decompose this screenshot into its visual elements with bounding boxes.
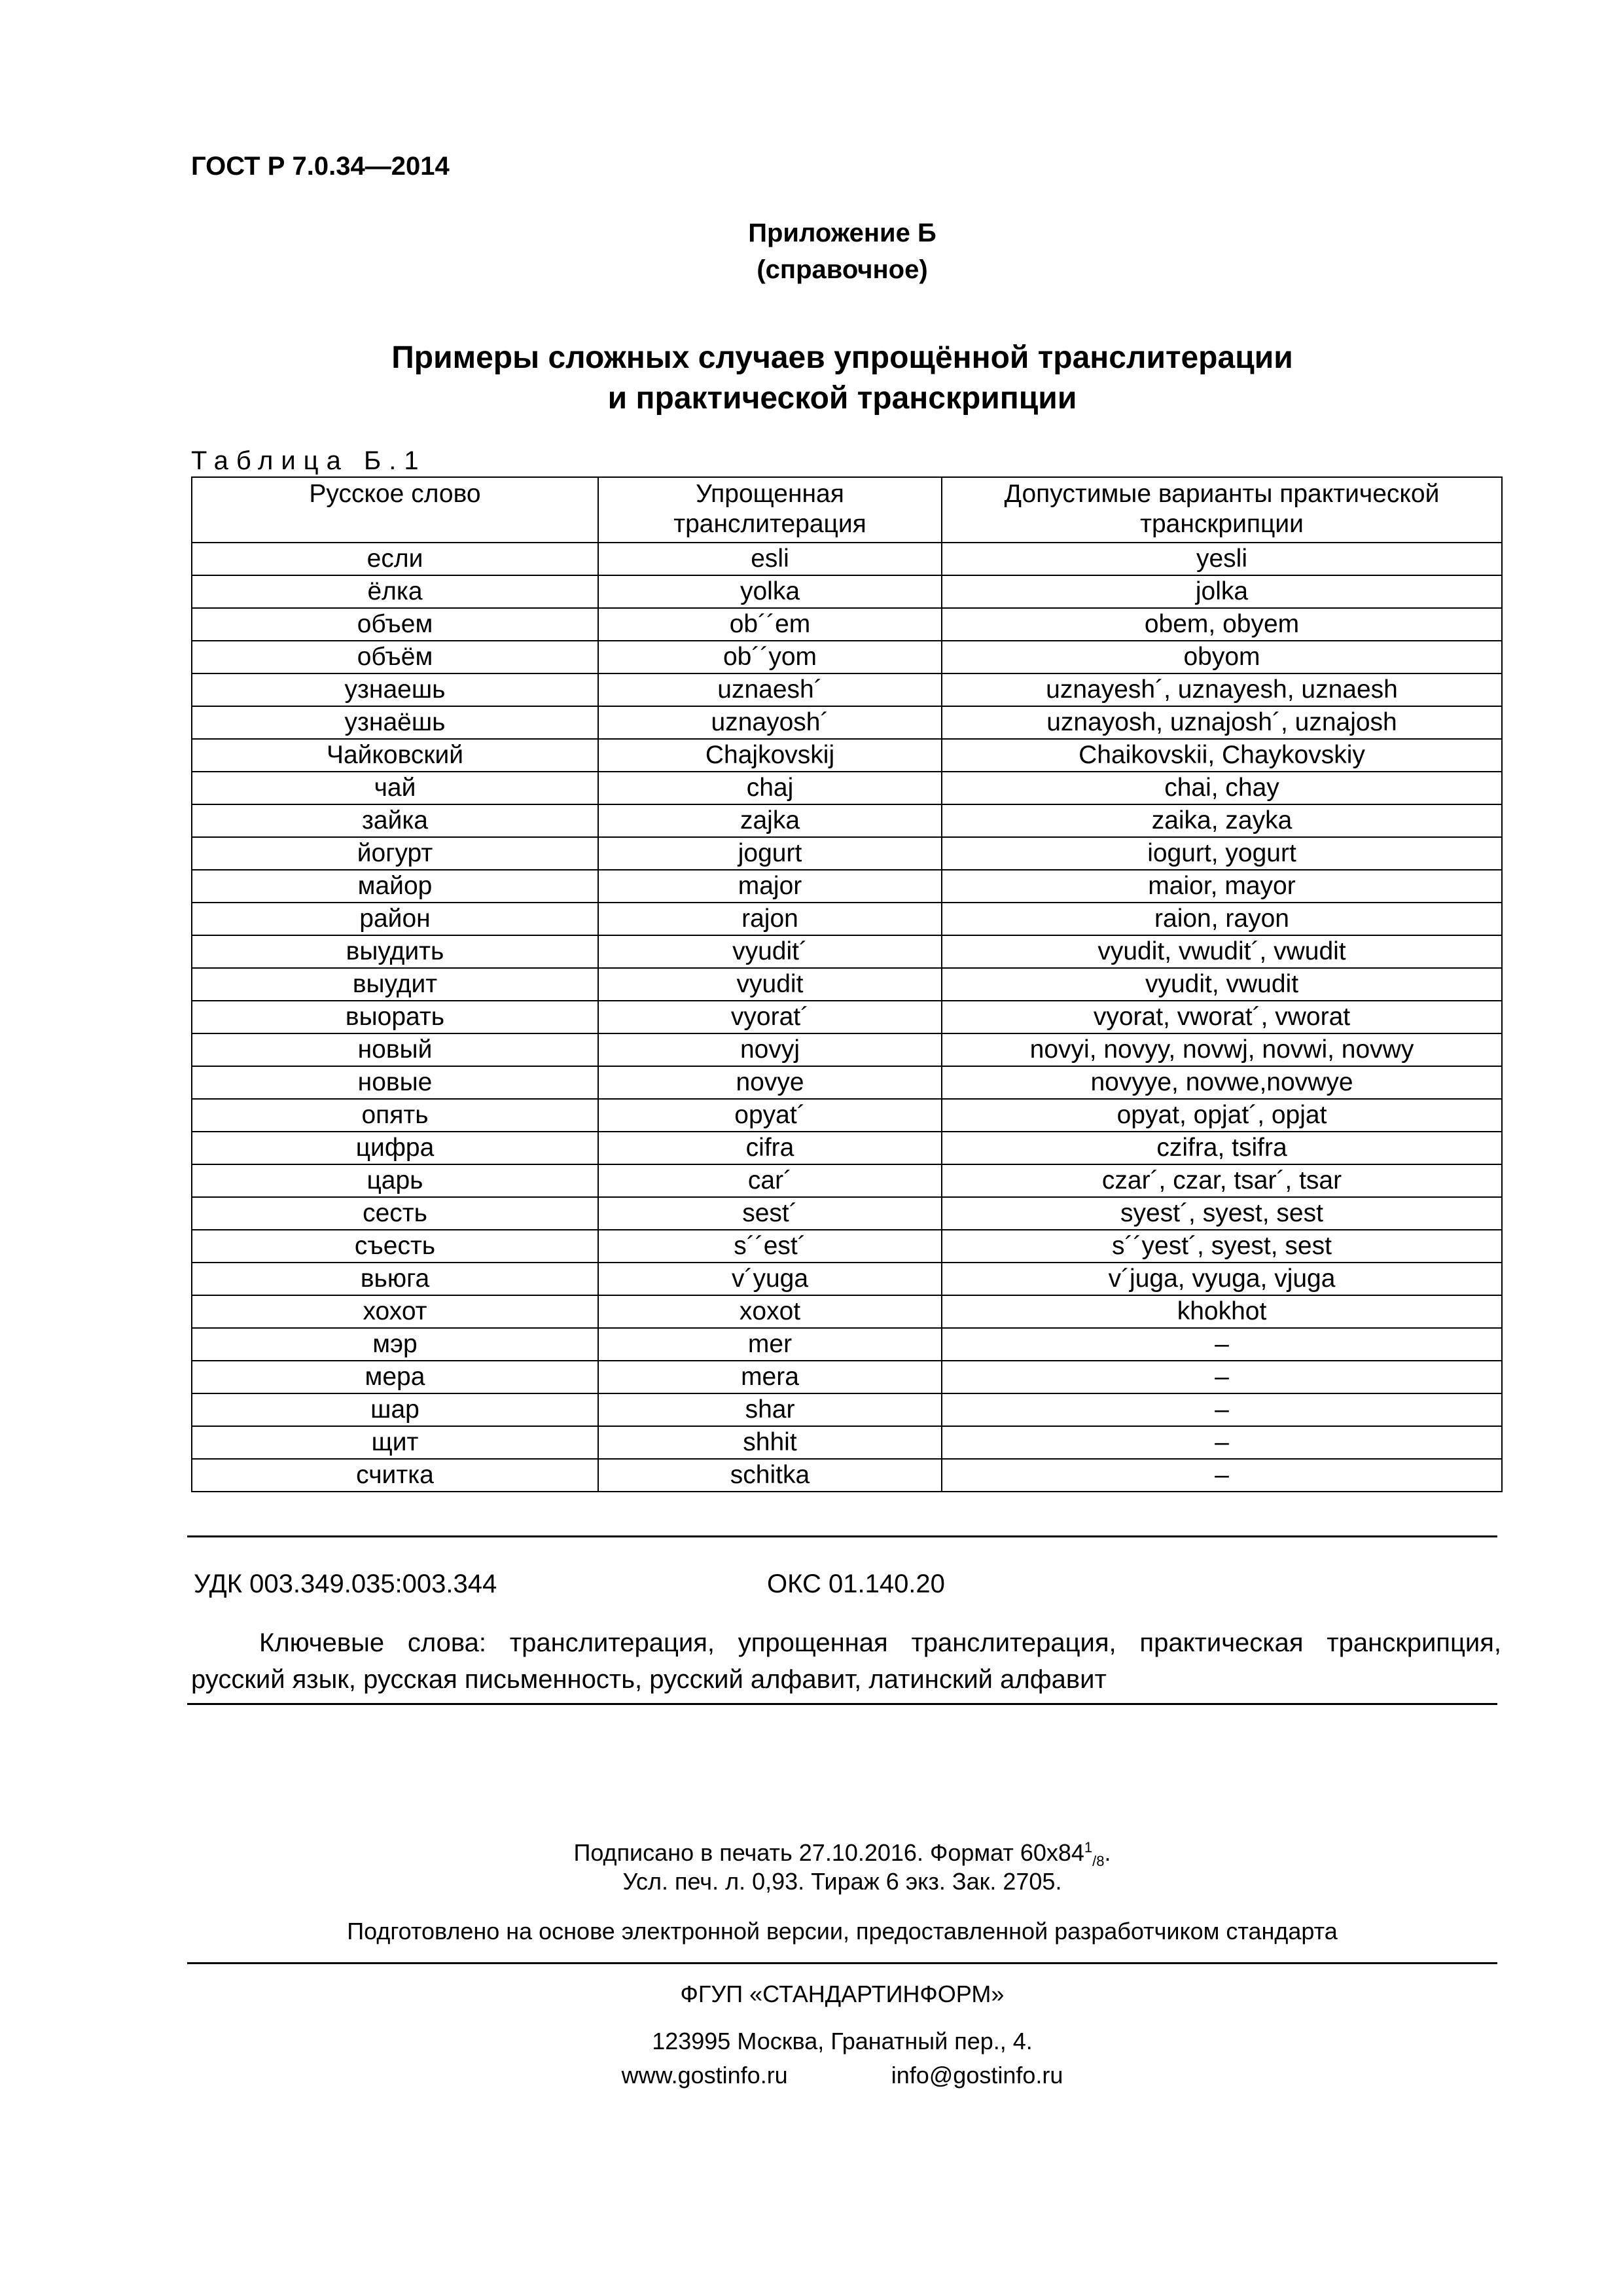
cell-russian-word: узнаешь [192, 673, 598, 706]
cell-russian-word: опять [192, 1099, 598, 1132]
cell-transcription: raion, rayon [942, 903, 1502, 935]
table-row [192, 837, 1502, 870]
column-header-transcription: Допустимые варианты практической транскрипции [942, 477, 1502, 543]
table-row [192, 1295, 1502, 1328]
cell-transliteration: car´ [598, 1164, 942, 1197]
cell-transcription: – [942, 1361, 1502, 1393]
table-caption: Таблица Б.1 [191, 446, 427, 475]
cell-transcription: s´´yest´, syest, sest [942, 1230, 1502, 1263]
cell-transcription: – [942, 1393, 1502, 1426]
cell-russian-word: майор [192, 870, 598, 903]
cell-transliteration: uznayosh´ [598, 706, 942, 739]
cell-russian-word: вьюга [192, 1263, 598, 1295]
cell-russian-word: выудить [192, 935, 598, 968]
divider-imprint [187, 1962, 1497, 1964]
print-signed-text: Подписано в печать 27.10.2016. Формат 60x84 [573, 1839, 1084, 1866]
table-row [192, 772, 1502, 804]
cell-transcription: khokhot [942, 1295, 1502, 1328]
cell-transcription: – [942, 1426, 1502, 1459]
cell-russian-word: если [192, 543, 598, 575]
cell-transcription: – [942, 1328, 1502, 1361]
cell-russian-word: узнаёшь [192, 706, 598, 739]
cell-transliteration: shhit [598, 1426, 942, 1459]
table-header-row [192, 477, 1502, 543]
keywords-paragraph: Ключевые слова: транслитерация, упрощенная транслитерация, практическая транскрипция, русский язык, русская письменность, русский алфавит, латинский алфавит [191, 1628, 1501, 1694]
cell-transcription: chai, chay [942, 772, 1502, 804]
cell-transliteration: s´´est´ [598, 1230, 942, 1263]
cell-transcription: iogurt, yogurt [942, 837, 1502, 870]
table-row [192, 804, 1502, 837]
table-row [192, 608, 1502, 641]
cell-transcription: maior, mayor [942, 870, 1502, 903]
column-header-russian-word: Русское слово [192, 477, 598, 543]
table-row [192, 1164, 1502, 1197]
table-row [192, 1361, 1502, 1393]
cell-transcription: czifra, tsifra [942, 1132, 1502, 1164]
table-row [192, 1459, 1502, 1492]
cell-transliteration: opyat´ [598, 1099, 942, 1132]
cell-russian-word: зайка [192, 804, 598, 837]
cell-transcription: novyi, novyy, novwj, novwi, novwy [942, 1033, 1502, 1066]
oks-code: ОКС 01.140.20 [767, 1570, 945, 1598]
format-end: . [1104, 1839, 1111, 1866]
document-code: ГОСТ Р 7.0.34—2014 [191, 152, 450, 181]
cell-transliteration: sest´ [598, 1197, 942, 1230]
cell-transcription: czar´, czar, tsar´, tsar [942, 1164, 1502, 1197]
email-link[interactable]: info@gostinfo.ru [891, 2062, 1063, 2089]
cell-transliteration: vyudit [598, 968, 942, 1001]
cell-transcription: vyudit, vwudit´, vwudit [942, 935, 1502, 968]
prepared-note: Подготовлено на основе электронной версии, предоставленной разработчиком стандарта [347, 1918, 1338, 1945]
cell-transliteration: mer [598, 1328, 942, 1361]
appendix-heading [0, 215, 1623, 288]
table-row [192, 1263, 1502, 1295]
cell-transcription: uznayesh´, uznayesh, uznaesh [942, 673, 1502, 706]
cell-transliteration: uznaesh´ [598, 673, 942, 706]
table-row [192, 968, 1502, 1001]
cell-russian-word: щит [192, 1426, 598, 1459]
format-superscript: 1 [1084, 1839, 1093, 1856]
cell-transliteration: chaj [598, 772, 942, 804]
publisher-name: ФГУП «СТАНДАРТИНФОРМ» [680, 1981, 1005, 2007]
cell-transliteration: rajon [598, 903, 942, 935]
table-row [192, 935, 1502, 968]
cell-transcription: – [942, 1459, 1502, 1492]
table-row [192, 1033, 1502, 1066]
table-row [192, 706, 1502, 739]
cell-transliteration: schitka [598, 1459, 942, 1492]
cell-transliteration: cifra [598, 1132, 942, 1164]
website-link[interactable]: www.gostinfo.ru [621, 2062, 788, 2089]
cell-russian-word: выорать [192, 1001, 598, 1033]
cell-russian-word: царь [192, 1164, 598, 1197]
table-row [192, 673, 1502, 706]
table-row [192, 1328, 1502, 1361]
format-subscript: /8 [1092, 1853, 1105, 1870]
cell-russian-word: чай [192, 772, 598, 804]
page-title-line-1: Примеры сложных случаев упрощённой транслитерации [391, 340, 1293, 375]
appendix-type: (справочное) [757, 255, 928, 284]
cell-transliteration: shar [598, 1393, 942, 1426]
cell-transcription: syest´, syest, sest [942, 1197, 1502, 1230]
cell-transliteration: esli [598, 543, 942, 575]
page-title-line-2: и практической транскрипции [607, 381, 1077, 416]
table-row [192, 870, 1502, 903]
cell-russian-word: шар [192, 1393, 598, 1426]
cell-transcription: obem, obyem [942, 608, 1502, 641]
cell-transcription: uznayosh, uznajosh´, uznajosh [942, 706, 1502, 739]
cell-transliteration: vyudit´ [598, 935, 942, 968]
appendix-label: Приложение Б [748, 219, 936, 247]
cell-transcription: jolka [942, 575, 1502, 608]
table-body [192, 543, 1502, 1492]
publisher-address: 123995 Москва, Гранатный пер., 4. [652, 2028, 1033, 2054]
cell-transliteration: vyorat´ [598, 1001, 942, 1033]
print-sheets: Усл. печ. л. 0,93. Тираж 6 экз. Зак. 2705. [622, 1868, 1062, 1895]
cell-transliteration: Chajkovskij [598, 739, 942, 772]
table-row [192, 1197, 1502, 1230]
cell-russian-word: район [192, 903, 598, 935]
table-row [192, 575, 1502, 608]
table-row [192, 903, 1502, 935]
cell-russian-word: сесть [192, 1197, 598, 1230]
cell-transcription: obyom [942, 641, 1502, 673]
cell-transcription: vyorat, vworat´, vworat [942, 1001, 1502, 1033]
cell-transliteration: yolka [598, 575, 942, 608]
publisher-contacts [0, 2059, 1623, 2092]
cell-russian-word: йогурт [192, 837, 598, 870]
cell-russian-word: объем [192, 608, 598, 641]
table-row [192, 1426, 1502, 1459]
cell-russian-word: цифра [192, 1132, 598, 1164]
cell-transliteration: ob´´em [598, 608, 942, 641]
cell-russian-word: объём [192, 641, 598, 673]
cell-russian-word: мэр [192, 1328, 598, 1361]
divider-top [187, 1535, 1497, 1537]
cell-transcription: yesli [942, 543, 1502, 575]
cell-russian-word: съесть [192, 1230, 598, 1263]
cell-transcription: v´juga, vyuga, vjuga [942, 1263, 1502, 1295]
table-row [192, 641, 1502, 673]
cell-transcription: vyudit, vwudit [942, 968, 1502, 1001]
cell-russian-word: хохот [192, 1295, 598, 1328]
table-row [192, 739, 1502, 772]
cell-transliteration: major [598, 870, 942, 903]
transliteration-table [191, 476, 1503, 1492]
cell-transliteration: xoxot [598, 1295, 942, 1328]
cell-russian-word: мера [192, 1361, 598, 1393]
udk-code: УДК 003.349.035:003.344 [194, 1570, 497, 1598]
table-row [192, 1001, 1502, 1033]
table-row [192, 1132, 1502, 1164]
divider-bottom [187, 1703, 1497, 1705]
page-title [0, 338, 1623, 419]
cell-transcription: novyye, novwe,novwye [942, 1066, 1502, 1099]
cell-russian-word: новые [192, 1066, 598, 1099]
table-row [192, 543, 1502, 575]
cell-transcription: zaika, zayka [942, 804, 1502, 837]
cell-russian-word: считка [192, 1459, 598, 1492]
cell-transliteration: novyj [598, 1033, 942, 1066]
cell-russian-word: ёлка [192, 575, 598, 608]
cell-russian-word: выудит [192, 968, 598, 1001]
cell-transcription: opyat, opjat´, opjat [942, 1099, 1502, 1132]
cell-transliteration: jogurt [598, 837, 942, 870]
column-header-transliteration: Упрощенная транслитерация [598, 477, 942, 543]
cell-russian-word: новый [192, 1033, 598, 1066]
table-row [192, 1099, 1502, 1132]
cell-transliteration: ob´´yom [598, 641, 942, 673]
cell-transliteration: novye [598, 1066, 942, 1099]
cell-transliteration: v´yuga [598, 1263, 942, 1295]
cell-transliteration: zajka [598, 804, 942, 837]
cell-russian-word: Чайковский [192, 739, 598, 772]
cell-transcription: Chaikovskii, Chaykovskiy [942, 739, 1502, 772]
cell-transliteration: mera [598, 1361, 942, 1393]
table-row [192, 1393, 1502, 1426]
table-row [192, 1066, 1502, 1099]
table-row [192, 1230, 1502, 1263]
